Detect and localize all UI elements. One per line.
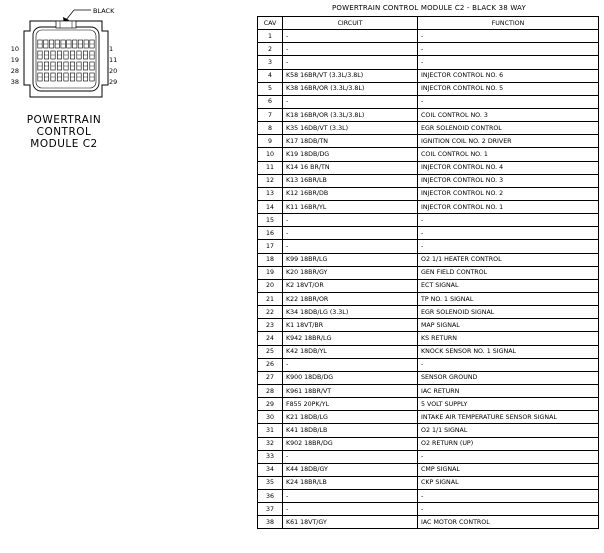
cell-cav: 10	[258, 148, 283, 161]
cell-cav: 32	[258, 437, 283, 450]
cell-circuit: K35 16DB/VT (3.3L)	[283, 122, 418, 135]
cell-function: -	[418, 227, 599, 240]
cell-circuit: F855 20PK/YL	[283, 398, 418, 411]
cell-function: O2 1/1 SIGNAL	[418, 424, 599, 437]
cell-circuit: -	[283, 95, 418, 108]
cell-function: -	[418, 95, 599, 108]
cell-circuit: K44 18DB/GY	[283, 463, 418, 476]
cell-cav: 21	[258, 292, 283, 305]
cell-circuit: K13 16BR/LB	[283, 174, 418, 187]
table-row	[258, 200, 599, 213]
cell-cav: 25	[258, 345, 283, 358]
table-row	[258, 345, 599, 358]
pinout-table-body	[258, 30, 599, 529]
cell-function: INTAKE AIR TEMPERATURE SENSOR SIGNAL	[418, 411, 599, 424]
cell-circuit: K11 16BR/YL	[283, 200, 418, 213]
table-row	[258, 227, 599, 240]
table-row	[258, 463, 599, 476]
cell-cav: 16	[258, 227, 283, 240]
table-row	[258, 476, 599, 489]
cell-cav: 7	[258, 108, 283, 121]
table-row	[258, 148, 599, 161]
cell-function: KS RETURN	[418, 332, 599, 345]
cell-function: -	[418, 56, 599, 69]
cell-cav: 34	[258, 463, 283, 476]
cell-function: IAC RETURN	[418, 384, 599, 397]
cell-circuit: K18 16BR/OR (3.3L/3.8L)	[283, 108, 418, 121]
table-row	[258, 43, 599, 56]
cell-cav: 36	[258, 490, 283, 503]
table-row	[258, 319, 599, 332]
table-row	[258, 161, 599, 174]
table-row	[258, 122, 599, 135]
table-row	[258, 82, 599, 95]
pin-label-29: 29	[109, 78, 118, 86]
page-title: POWERTRAIN CONTROL MODULE C2 - BLACK 38 WAY	[332, 4, 526, 12]
cell-circuit: K61 18VT/GY	[283, 516, 418, 529]
cell-cav: 22	[258, 306, 283, 319]
connector-color-label: BLACK	[93, 7, 115, 15]
cell-cav: 18	[258, 253, 283, 266]
cell-function: -	[418, 490, 599, 503]
cell-circuit: K58 16BR/VT (3.3L/3.8L)	[283, 69, 418, 82]
cell-circuit: -	[283, 503, 418, 516]
cell-function: -	[418, 214, 599, 227]
cell-cav: 1	[258, 30, 283, 43]
table-row	[258, 214, 599, 227]
cell-cav: 31	[258, 424, 283, 437]
table-row	[258, 371, 599, 384]
cell-cav: 28	[258, 384, 283, 397]
cell-cav: 24	[258, 332, 283, 345]
table-row	[258, 30, 599, 43]
cell-cav: 23	[258, 319, 283, 332]
cell-cav: 27	[258, 371, 283, 384]
cell-function: O2 1/1 HEATER CONTROL	[418, 253, 599, 266]
pin-label-38: 38	[10, 78, 19, 86]
table-row	[258, 266, 599, 279]
table-row	[258, 174, 599, 187]
table-row	[258, 332, 599, 345]
pin-label-20: 20	[109, 67, 118, 75]
cell-circuit: -	[283, 490, 418, 503]
cell-circuit: K2 18VT/OR	[283, 279, 418, 292]
cell-cav: 6	[258, 95, 283, 108]
cell-circuit: K42 18DB/YL	[283, 345, 418, 358]
cell-function: KNOCK SENSOR NO. 1 SIGNAL	[418, 345, 599, 358]
cell-circuit: K38 16BR/OR (3.3L/3.8L)	[283, 82, 418, 95]
pin-label-10: 10	[10, 45, 19, 53]
table-row	[258, 503, 599, 516]
cell-circuit: K20 18BR/GY	[283, 266, 418, 279]
pin-label-11: 11	[109, 56, 118, 64]
cell-function: COIL CONTROL NO. 1	[418, 148, 599, 161]
cell-function: -	[418, 450, 599, 463]
header-cav: CAV	[258, 17, 283, 30]
cell-circuit: K19 18DB/DG	[283, 148, 418, 161]
cell-cav: 8	[258, 122, 283, 135]
cell-circuit: -	[283, 240, 418, 253]
cell-function: O2 RETURN (UP)	[418, 437, 599, 450]
cell-function: CKP SIGNAL	[418, 476, 599, 489]
table-header-row	[258, 17, 599, 30]
pinout-table	[257, 16, 599, 529]
cell-function: -	[418, 358, 599, 371]
cell-circuit: K900 18DB/DG	[283, 371, 418, 384]
cell-cav: 9	[258, 135, 283, 148]
table-row	[258, 424, 599, 437]
cell-circuit: K17 18DB/TN	[283, 135, 418, 148]
table-row	[258, 437, 599, 450]
cell-circuit: K12 16BR/DB	[283, 187, 418, 200]
cell-function: INJECTOR CONTROL NO. 4	[418, 161, 599, 174]
cell-function: INJECTOR CONTROL NO. 2	[418, 187, 599, 200]
table-row	[258, 411, 599, 424]
cell-circuit: -	[283, 30, 418, 43]
cell-circuit: K41 18DB/LB	[283, 424, 418, 437]
cell-function: INJECTOR CONTROL NO. 1	[418, 200, 599, 213]
cell-cav: 26	[258, 358, 283, 371]
cell-function: 5 VOLT SUPPLY	[418, 398, 599, 411]
cell-circuit: K34 18DB/LG (3.3L)	[283, 306, 418, 319]
cell-cav: 15	[258, 214, 283, 227]
cell-function: COIL CONTROL NO. 3	[418, 108, 599, 121]
cell-cav: 35	[258, 476, 283, 489]
cell-function: GEN FIELD CONTROL	[418, 266, 599, 279]
table-row	[258, 56, 599, 69]
cell-cav: 5	[258, 82, 283, 95]
cell-cav: 2	[258, 43, 283, 56]
table-row	[258, 240, 599, 253]
cell-cav: 12	[258, 174, 283, 187]
cell-circuit: -	[283, 214, 418, 227]
table-row	[258, 306, 599, 319]
cell-function: INJECTOR CONTROL NO. 3	[418, 174, 599, 187]
table-row	[258, 279, 599, 292]
right-pin-labels	[109, 45, 117, 86]
cell-function: INJECTOR CONTROL NO. 5	[418, 82, 599, 95]
connector-title	[0, 114, 128, 150]
cell-circuit: K1 18VT/BR	[283, 319, 418, 332]
table-row	[258, 490, 599, 503]
left-pin-labels	[11, 45, 19, 86]
table-row	[258, 516, 599, 529]
cell-function: CMP SIGNAL	[418, 463, 599, 476]
cell-function: EGR SOLENOID CONTROL	[418, 122, 599, 135]
pin-cavities	[38, 40, 94, 81]
pin-label-19: 19	[10, 56, 19, 64]
cell-function: -	[418, 30, 599, 43]
table-row	[258, 108, 599, 121]
table-row	[258, 384, 599, 397]
cell-cav: 13	[258, 187, 283, 200]
connector-title-line: CONTROL	[36, 126, 92, 138]
cell-cav: 38	[258, 516, 283, 529]
cell-cav: 37	[258, 503, 283, 516]
cell-cav: 3	[258, 56, 283, 69]
cell-circuit: -	[283, 43, 418, 56]
cell-function: INJECTOR CONTROL NO. 6	[418, 69, 599, 82]
cell-function: SENSOR GROUND	[418, 371, 599, 384]
table-row	[258, 253, 599, 266]
pin-label-28: 28	[10, 67, 19, 75]
cell-function: EGR SOLENOID SIGNAL	[418, 306, 599, 319]
cell-cav: 33	[258, 450, 283, 463]
header-function: FUNCTION	[418, 17, 599, 30]
cell-function: -	[418, 503, 599, 516]
cell-circuit: K902 18BR/DG	[283, 437, 418, 450]
cell-function: TP NO. 1 SIGNAL	[418, 292, 599, 305]
cell-circuit: -	[283, 227, 418, 240]
table-row	[258, 292, 599, 305]
cell-cav: 4	[258, 69, 283, 82]
cell-circuit: -	[283, 358, 418, 371]
cell-cav: 14	[258, 200, 283, 213]
table-row	[258, 69, 599, 82]
cell-circuit: K942 18BR/LG	[283, 332, 418, 345]
cell-circuit: K961 18BR/VT	[283, 384, 418, 397]
table-row	[258, 450, 599, 463]
table-row	[258, 95, 599, 108]
cell-circuit: K21 18DB/LG	[283, 411, 418, 424]
cell-cav: 29	[258, 398, 283, 411]
cell-cav: 19	[258, 266, 283, 279]
cell-circuit: -	[283, 450, 418, 463]
cell-circuit: K14 16 BR/TN	[283, 161, 418, 174]
cell-function: ECT SIGNAL	[418, 279, 599, 292]
cell-cav: 30	[258, 411, 283, 424]
cell-function: -	[418, 43, 599, 56]
header-circuit: CIRCUIT	[283, 17, 418, 30]
pin-label-1: 1	[109, 45, 114, 53]
cell-cav: 11	[258, 161, 283, 174]
table-row	[258, 398, 599, 411]
cell-function: MAP SIGNAL	[418, 319, 599, 332]
cell-function: IAC MOTOR CONTROL	[418, 516, 599, 529]
cell-function: IGNITION COIL NO. 2 DRIVER	[418, 135, 599, 148]
connector-title-line: POWERTRAIN	[26, 114, 102, 126]
table-row	[258, 135, 599, 148]
cell-cav: 17	[258, 240, 283, 253]
table-row	[258, 358, 599, 371]
connector-title-line: MODULE C2	[30, 138, 98, 150]
cell-circuit: K22 18BR/OR	[283, 292, 418, 305]
cell-circuit: -	[283, 56, 418, 69]
table-row	[258, 187, 599, 200]
cell-cav: 20	[258, 279, 283, 292]
cell-function: -	[418, 240, 599, 253]
cell-circuit: K24 18BR/LB	[283, 476, 418, 489]
cell-circuit: K99 18BR/LG	[283, 253, 418, 266]
